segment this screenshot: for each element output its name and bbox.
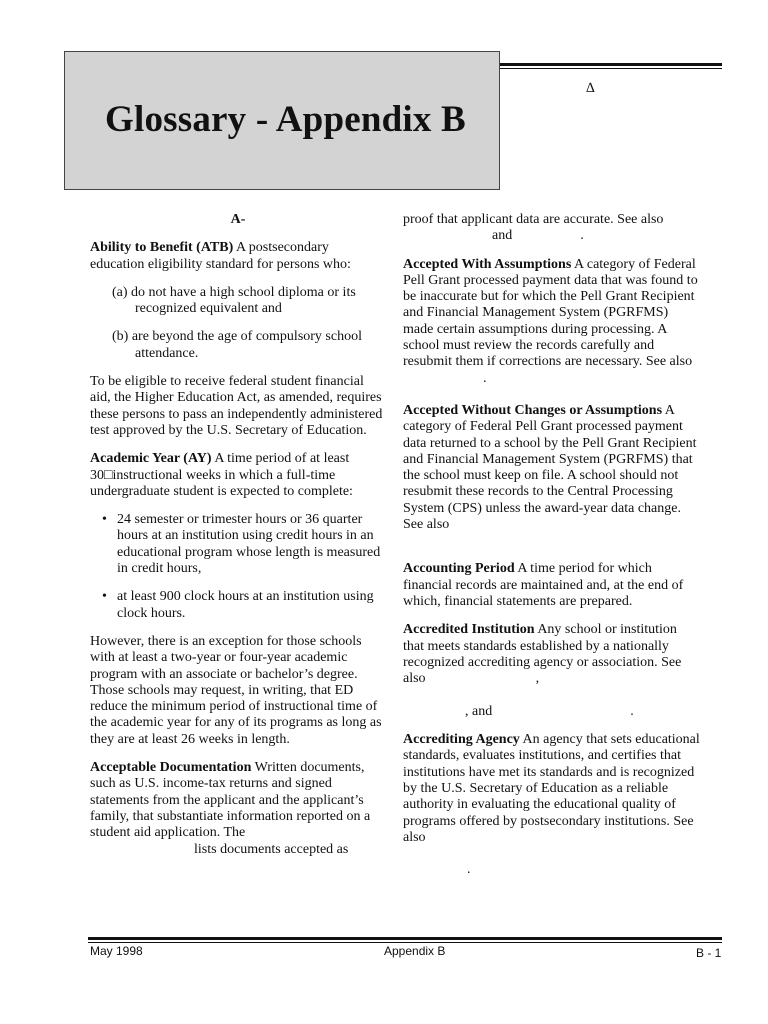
footer-rule-thick — [88, 937, 722, 940]
atb-item-b: (b) are beyond the age of compulsory school attendance. — [112, 329, 362, 361]
page-title: Glossary - Appendix B — [105, 99, 466, 140]
term-ay: Academic Year (AY) — [90, 451, 212, 467]
continued-entry — [403, 212, 701, 245]
entry-accrediting-agency — [403, 732, 701, 879]
section-letter: A- — [230, 212, 246, 227]
atb-paragraph: To be eligible to receive federal student financial aid, the Higher Education Act, as amended, requires these persons to pass an independently administered test approved by the U.S. Secretary of Education. — [90, 374, 383, 438]
delta-symbol: ∆ — [586, 81, 595, 96]
term-accredited-institution: Accredited Institution — [403, 622, 535, 638]
entry-accepted-with-assumptions — [403, 257, 701, 387]
definition-accepted-without: A category of Federal Pell Grant processed payment data returned to a school by the Pell Grant Recipient and Financial Management System (PGRFMS) that the school must keep on file. A school should not resubmit these records to the Central Processing System (CPS) unless the award-year data change. See also — [403, 402, 697, 533]
entry-ability-to-benefit — [90, 240, 386, 273]
acceptable-doc-continuation: lists documents accepted as — [194, 841, 349, 857]
term-accepted-without: Accepted Without Changes or Assumptions — [403, 402, 663, 418]
atb-item-a: (a) do not have a high school diploma or its recognized equivalent and — [112, 284, 356, 317]
right-column — [403, 212, 701, 891]
ay-bullet-2-text: at least 900 clock hours at an institution using clock hours. — [117, 589, 374, 621]
accredited-comma: , — [535, 671, 540, 687]
header-rule-thick — [500, 63, 722, 66]
term-acceptable-documentation: Acceptable Documentation — [90, 760, 252, 776]
left-column — [90, 212, 386, 870]
definition-ay: A time period of at least 30□instructional weeks in which a full-time undergraduate student is expected to complete: — [90, 451, 353, 499]
ay-bullet-1 — [90, 512, 386, 577]
entry-acceptable-documentation — [90, 760, 386, 858]
definition-accredited-institution: Any school or institution that meets standards established by a nationally recognized accrediting agency or association. See also — [403, 622, 682, 687]
continued-period: . — [580, 228, 584, 244]
definition-accrediting-agency: An agency that sets educational standards, evaluates institutions, and certifies that institutions have met its standards and is recognized by the U.S. Secretary of Education as a reliable authority in evaluating the educational quality of programs offered by postsecondary institutions. See also — [403, 732, 700, 845]
term-accrediting-agency: Accrediting Agency — [403, 732, 520, 748]
header-rule-thin — [500, 68, 722, 69]
footer-page-number: B - 1 — [696, 946, 722, 960]
accrediting-period: . — [467, 862, 471, 878]
footer-section: Appendix B — [384, 944, 446, 958]
footer-date: May 1998 — [90, 944, 143, 958]
term-accounting-period: Accounting Period — [403, 561, 515, 577]
bullet-icon: • — [102, 512, 107, 528]
entry-accounting-period — [403, 561, 701, 610]
title-box — [64, 51, 500, 190]
entry-accredited-institution — [403, 622, 701, 720]
definition-acceptable-documentation: Written documents, such as U.S. income-tax returns and signed statements from the applicant and the applicant’s family, that substantiate information reported on a student aid application. The — [90, 760, 371, 841]
definition-accepted-with: A category of Federal Pell Grant processed payment data that was found to be inaccurate but for which the Pell Grant Recipient and Financial Management System (PGRFMS) made certain assumptions during processing. A school must review the records carefully and resubmit them if corrections are necessary. See also — [403, 256, 698, 370]
entry-academic-year — [90, 451, 386, 500]
ay-bullet-1-text: 24 semester or trimester hours or 36 quarter hours at an institution using credit hours in an educational program whose length is measured in credit hours, — [117, 512, 381, 577]
definition-atb: A postsecondary education eligibility standard for persons who: — [90, 240, 351, 272]
bullet-icon: • — [102, 589, 107, 605]
term-atb: Ability to Benefit (ATB) — [90, 240, 234, 256]
ay-paragraph: However, there is an exception for those schools with at least a two-year or four-year academic program with an associate or bachelor’s degree. Those schools may request, in writing, that ED reduce the minimum period of instructional time of the academic year for any of its programs as long as they are at least 26 weeks in length. — [90, 633, 382, 747]
entry-accepted-without — [403, 403, 701, 533]
ay-bullet-2 — [90, 589, 386, 622]
continued-text-1: proof that applicant data are accurate. See also — [403, 212, 664, 227]
continued-text-2: and — [492, 228, 513, 244]
accredited-period: . — [630, 703, 634, 719]
footer-rule-thin — [88, 942, 722, 943]
term-accepted-with: Accepted With Assumptions — [403, 256, 572, 272]
accepted-with-period: . — [483, 370, 487, 386]
accredited-and: , and — [465, 703, 493, 719]
definition-accounting-period: A time period for which financial records are maintained and, at the end of which, financial statements are prepared. — [403, 561, 684, 609]
